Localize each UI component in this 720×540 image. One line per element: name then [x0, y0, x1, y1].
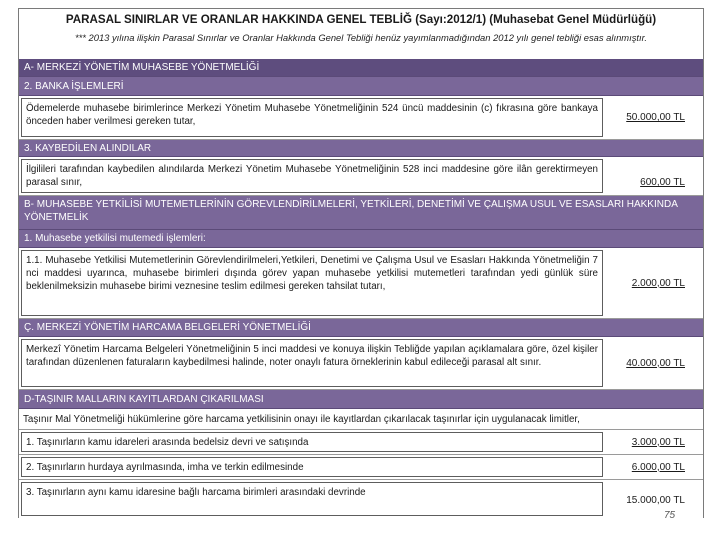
section-d-item-1-description: 1. Taşınırların kamu idareleri arasında bedelsiz devri ve satışında: [21, 432, 603, 452]
section-b1-description: 1.1. Muhasebe Yetkilisi Mutemetlerinin Görevlendirilmeleri,Yetkileri, Denetimi ve Çalışma Usul ve Esasları Hakkında Yönetmeliğin 7 nci maddesi uyarınca, muhasebe birimleri dışında görev yapan muhasebe yetkilisi mutemetleri tarafından yedi günlük süre beklenilmeksizin muhasebe birimi veznesine teslim edilmesi gereken tahsilat tutarı,: [21, 250, 603, 316]
section-b-heading: B- MUHASEBE YETKİLİSİ MUTEMETLERİNİN GÖREVLENDİRİLMELERİ, YETKİLERİ, DENETİMİ VE ÇALIŞMA USUL VE ESASLARI HAKKINDA YÖNETMELİK: [19, 196, 703, 230]
table-row: [19, 480, 703, 518]
section-d-item-3-amount: 15.000,00 TL: [626, 495, 685, 506]
section-d-intro: Taşınır Mal Yönetmeliği hükümlerine göre harcama yetkilisinin onayı ile kayıtlardan çıkarılacak taşınırlar için uygulanacak limitler,: [23, 414, 580, 425]
section-a3-description: İlgilileri tarafından kaybedilen alındılarda Merkezi Yönetim Muhasebe Yönetmeliğinin 528 inci maddesine göre ilân gerektirmeyen parasal sınır,: [21, 159, 603, 193]
section-a3-amount: 600,00 TL: [640, 177, 685, 188]
table-row: [19, 96, 703, 140]
table-row: [19, 248, 703, 319]
section-a2-description: Ödemelerde muhasebe birimlerince Merkezi Yönetim Muhasebe Yönetmeliğinin 524 üncü maddesinin (c) fıkrasına göre bankaya önceden haber verilmesi gereken tutar,: [21, 98, 603, 137]
limits-table: [18, 59, 704, 518]
section-d-heading: D-TAŞINIR MALLARIN KAYITLARDAN ÇIKARILMASI: [19, 390, 703, 409]
table-row: [19, 337, 703, 390]
table-row: [19, 409, 703, 430]
table-row: [19, 430, 703, 455]
section-a3-heading: 3. KAYBEDİLEN ALINDILAR: [19, 140, 703, 157]
section-c-heading: Ç. MERKEZİ YÖNETİM HARCAMA BELGELERİ YÖNETMELİĞİ: [19, 319, 703, 337]
page-title: PARASAL SINIRLAR VE ORANLAR HAKKINDA GENEL TEBLİĞ (Sayı:2012/1) (Muhasebat Genel Müdürlüğü): [65, 13, 657, 26]
section-d-item-1-amount: 3.000,00 TL: [631, 436, 685, 448]
section-b1-amount: 2.000,00 TL: [631, 277, 685, 289]
section-c-amount: 40.000,00 TL: [626, 357, 685, 369]
section-d-item-2-amount: 6.000,00 TL: [631, 461, 685, 473]
table-row: [19, 157, 703, 196]
section-d-item-2-description: 2. Taşınırların hurdaya ayrılmasında, imha ve terkin edilmesinde: [21, 457, 603, 477]
header-note: *** 2013 yılına ilişkin Parasal Sınırlar ve Oranlar Hakkında Genel Tebliği henüz yayımlanmadığından 2012 yılı genel tebliği esas alınmıştır.: [74, 32, 647, 43]
page-header: [18, 8, 704, 60]
section-a2-heading: 2. BANKA İŞLEMLERİ: [19, 77, 703, 96]
section-a2-amount: 50.000,00 TL: [626, 112, 685, 123]
table-row: [19, 455, 703, 480]
section-b1-heading: 1. Muhasebe yetkilisi mutemedi işlemleri:: [19, 230, 703, 248]
section-c-description: Merkezî Yönetim Harcama Belgeleri Yönetmeliğinin 5 inci maddesi ve konuya ilişkin Tebliğde yapılan açıklamalara göre, özel kişiler tarafından düzenlenen faturaların kaybedilmesi halinde, noter onaylı fatura örneklerinin kabul edileceği parasal alt sınır.: [21, 339, 603, 387]
section-a-heading: A- MERKEZİ YÖNETİM MUHASEBE YÖNETMELİĞİ: [19, 59, 703, 77]
section-d-item-3-description: 3. Taşınırların aynı kamu idaresine bağlı harcama birimleri arasındaki devrinde: [21, 482, 603, 516]
page-number: 75: [664, 510, 676, 521]
